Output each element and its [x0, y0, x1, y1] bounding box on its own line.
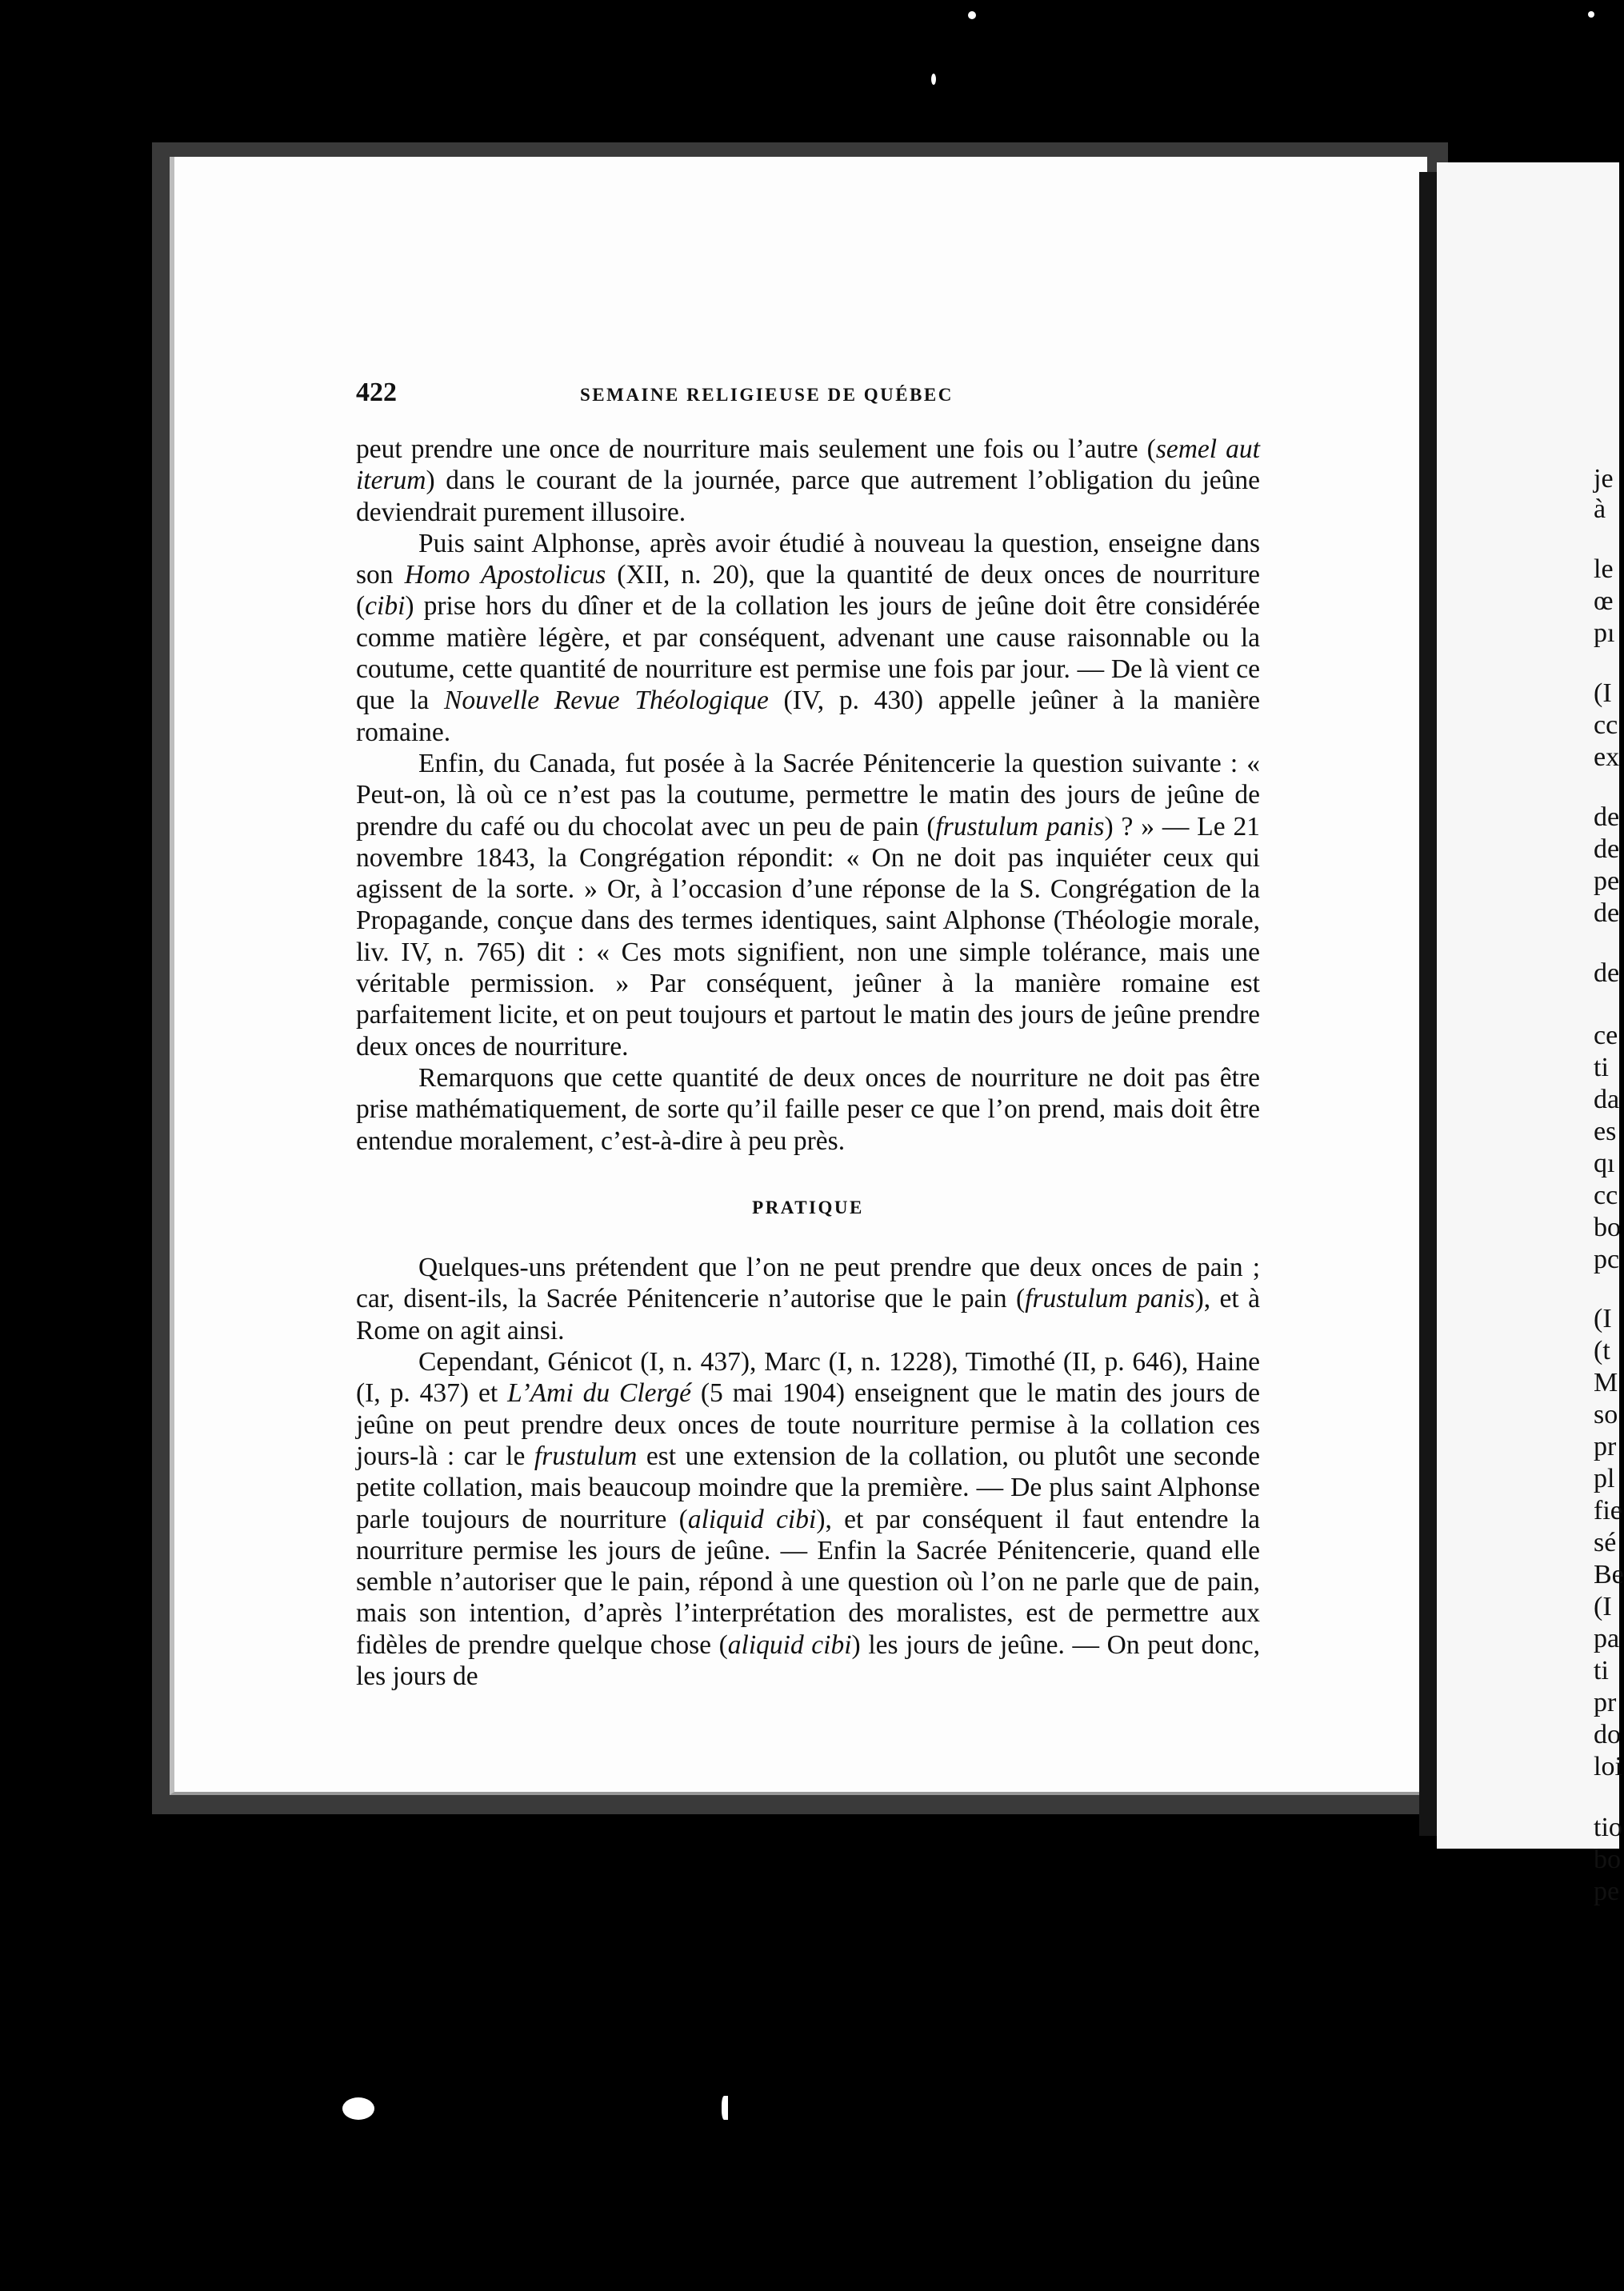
text-run: ) ? » — Le 21 novembre 1843, la Congrégation répondit: « On ne doit pas inquiéter ceux qui agissent de la sorte. » Or, à l’occasion d’une réponse de la S. Congrégation de la Propagande, conçue dans des termes identiques, saint Alphonse (Théologie morale, liv. IV, n. 765) dit : « Ces mots signifient, non une simple tolérance, mais une véritable permission. » Par conséquent, jeûner à la manière romaine est parfaitement licite, et on peut toujours et partout le matin des jours de jeûne prendre deux onces de nourriture.	[356, 811, 1260, 1062]
scan-speck	[1588, 11, 1594, 18]
facing-page-fragment: œ	[1594, 586, 1614, 616]
facing-page-fragment: so	[1594, 1400, 1618, 1429]
facing-page-fragment: bo	[1594, 1213, 1621, 1242]
text-run: Quelques-uns prétendent que l’on ne peut prendre que deux onces de pain ; car, disent-ils, la Sacrée Pénitencerie n’autorise que le pain (	[356, 1253, 1260, 1314]
text-run: Remarquons que cette quantité de deux onces de nourriture ne doit pas être prise mathématiquement, de sorte qu’il faille peser ce que l’on prend, mais doit être entendue moralement, c’est-à-dire à peu près.	[356, 1062, 1260, 1156]
paragraph	[356, 748, 1260, 1062]
facing-page-fragment: ce	[1594, 1021, 1618, 1050]
italic-text: semel aut iterum	[356, 434, 1260, 496]
page-number: 422	[356, 378, 397, 407]
facing-page-fragment: qı	[1594, 1149, 1615, 1178]
facing-page-fragment: (I	[1594, 1592, 1612, 1621]
paragraph	[356, 1346, 1260, 1692]
running-head	[356, 378, 1260, 408]
text-run: (XII, n. 20), que la quantité de deux onces de nourriture (	[356, 560, 1260, 622]
facing-page-fragment: de	[1594, 958, 1620, 988]
text-run: est une extension de la collation, ou plutôt une seconde petite collation, mais beaucoup moindre que la première. — De plus saint Alphonse parle toujours de nourriture (	[356, 1441, 1261, 1534]
paragraph	[356, 1062, 1260, 1157]
facing-page-fragment: de	[1594, 898, 1620, 928]
facing-page-fragment: pc	[1594, 1245, 1620, 1274]
facing-page-fragment: (I	[1594, 678, 1612, 708]
facing-page-fragment: à	[1594, 494, 1606, 524]
facing-page-fragment: pa	[1594, 1624, 1620, 1653]
text-run: ) les jours de jeûne. — On peut donc, les jours de	[356, 1629, 1260, 1691]
text-run: ) dans le courant de la journée, parce que autrement l’obligation du jeûne deviendrait purement illusoire.	[356, 466, 1260, 527]
facing-page-fragment: cc	[1594, 710, 1618, 740]
facing-page-fragment: ex	[1594, 742, 1620, 772]
facing-page-fragment: do	[1594, 1720, 1621, 1749]
facing-page-fragment: Be	[1594, 1560, 1624, 1589]
text-run: peut prendre une once de nourriture mais seulement une fois ou l’autre (	[356, 434, 1156, 464]
text-run: Cependant, Génicot (I, n. 437), Marc (I, n. 1228), Timothé (II, p. 646), Haine (I, p. 437) et	[356, 1347, 1260, 1409]
facing-page-fragment: (t	[1594, 1336, 1610, 1365]
facing-page-fragment: ti	[1594, 1053, 1609, 1082]
italic-text: cibi	[365, 591, 406, 622]
facing-page-fragment: pr	[1594, 1432, 1617, 1461]
text-run: Enfin, du Canada, fut posée à la Sacrée Pénitencerie la question suivante : « Peut-on, là où ce n’est pas la coutume, permettre le matin des jours de jeûne de prendre du café ou du chocolat avec un peu de pain (	[356, 748, 1260, 842]
facing-page-fragment: pe	[1594, 1877, 1620, 1906]
text-run: ) prise hors du dîner et de la collation les jours de jeûne doit être considérée comme matière légère, et par conséquent, advenant une cause raisonnable ou la coutume, cette quantité de nourriture est permise une fois par jour. — De là vient ce que la	[356, 591, 1260, 716]
italic-text: L’Ami du Clergé	[507, 1378, 691, 1409]
text-run: (5 mai 1904) enseignent que le matin des jours de jeûne on peut prendre deux onces de toute nourriture permise à la collation ces jours-là : car le	[356, 1378, 1260, 1471]
italic-text: Homo Apostolicus	[404, 560, 606, 590]
book-gutter	[1419, 172, 1437, 1836]
facing-page-fragment: (I	[1594, 1304, 1612, 1333]
facing-page-fragment: ti	[1594, 1656, 1609, 1685]
facing-page-fragment: M	[1594, 1368, 1618, 1397]
text-run: ), et par conséquent il faut entendre la nourriture permise les jours de jeûne. — Enfin la Sacrée Pénitencerie, quand elle semble n’autoriser que le pain, répond à une question où l’on ne parle que de pain, mais son intention, d’après l’interprétation des moralistes, est de permettre aux fidèles de prendre quelque chose (	[356, 1504, 1261, 1660]
scan-speck	[968, 11, 976, 19]
italic-text: aliquid cibi	[727, 1629, 852, 1660]
section-heading: PRATIQUE	[752, 1197, 864, 1217]
text-run: Puis saint Alphonse, après avoir étudié à nouveau la question, enseigne dans son	[356, 528, 1260, 590]
facing-page	[1437, 162, 1624, 1906]
facing-page-fragment: pe	[1594, 866, 1620, 896]
facing-page-fragment: tio	[1594, 1813, 1622, 1842]
italic-text: Nouvelle Revue Théologique	[444, 686, 769, 716]
facing-page-fragment: de	[1594, 834, 1620, 864]
running-title: SEMAINE RELIGIEUSE DE QUÉBEC	[580, 385, 954, 405]
scan-speck	[342, 2097, 374, 2120]
italic-text: frustulum	[534, 1441, 638, 1471]
facing-page-fragment: es	[1594, 1117, 1617, 1146]
facing-page-fragment: fie	[1594, 1496, 1622, 1525]
paragraph	[356, 528, 1260, 748]
facing-page-fragment: pı	[1594, 618, 1615, 648]
facing-page-fragment: pl	[1594, 1464, 1615, 1493]
italic-text: frustulum panis	[1025, 1284, 1195, 1314]
facing-page-fragment: le	[1594, 554, 1614, 584]
facing-page-fragment: sé	[1594, 1528, 1617, 1557]
text-run: (IV, p. 430) appelle jeûner à la manière romaine.	[356, 686, 1261, 747]
paragraph	[356, 434, 1260, 528]
scan-speck	[931, 74, 936, 85]
body-text	[356, 434, 1260, 1692]
facing-page-fragment: bo	[1594, 1845, 1621, 1874]
facing-page-fragment: cc	[1594, 1181, 1618, 1210]
text-run: ), et à Rome on agit ainsi.	[356, 1284, 1261, 1345]
facing-page-fragment: je	[1594, 464, 1614, 494]
facing-page-fragment: da	[1594, 1085, 1620, 1114]
scan-speck	[722, 2096, 728, 2120]
facing-page-fragment: loi	[1594, 1752, 1622, 1781]
facing-page-fragment: de	[1594, 802, 1620, 832]
italic-text: frustulum panis	[935, 811, 1105, 842]
paragraph	[356, 1252, 1260, 1346]
facing-page-fragment: pr	[1594, 1688, 1617, 1717]
italic-text: aliquid cibi	[687, 1504, 817, 1534]
